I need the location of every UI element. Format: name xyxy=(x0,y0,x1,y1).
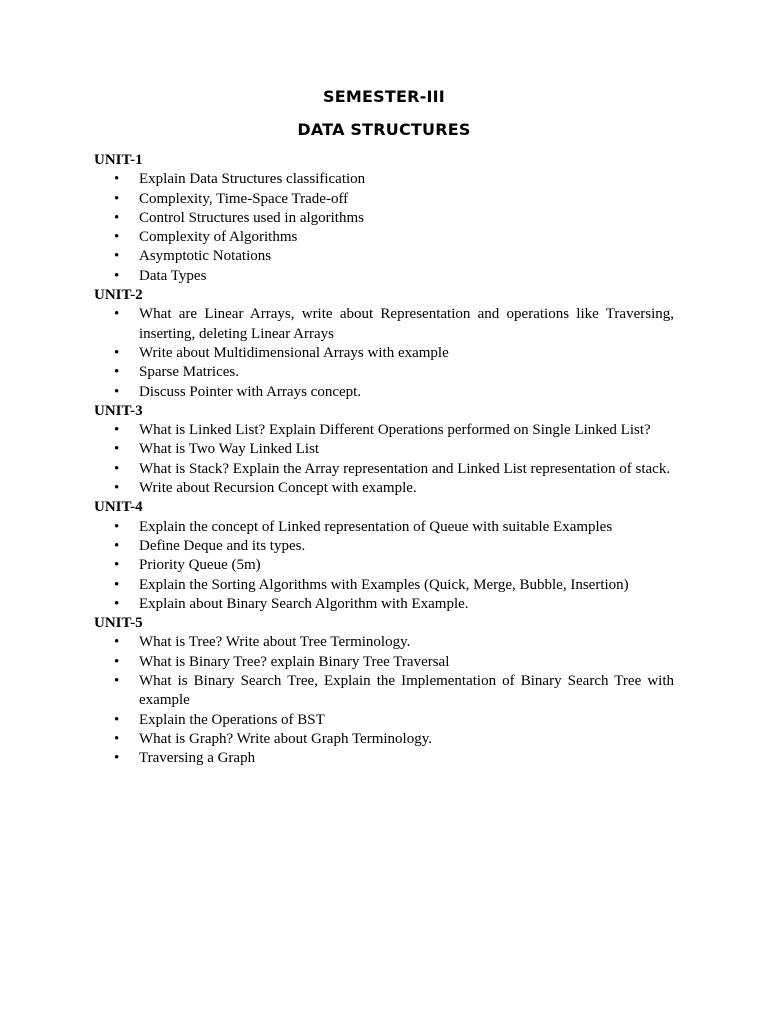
unit-3-title: UNIT-3 xyxy=(94,402,143,419)
list-item: • What is Stack? Explain the Array representation and Linked List representation of stack. xyxy=(94,460,674,479)
list-item: • Write about Multidimensional Arrays with example xyxy=(94,344,674,363)
list-item: • Priority Queue (5m) xyxy=(94,556,674,575)
list-item: • Complexity of Algorithms xyxy=(94,228,674,247)
list-item: • What is Tree? Write about Tree Terminology. xyxy=(94,633,674,652)
list-item: • Explain the Operations of BST xyxy=(94,711,674,730)
list-item: • What is Two Way Linked List xyxy=(94,440,674,459)
semester-heading: SEMESTER-III xyxy=(323,87,445,106)
unit-2-list xyxy=(94,305,674,401)
list-item: • What is Binary Search Tree, Explain the Implementation of Binary Search Tree with example xyxy=(94,672,674,711)
unit-2-title: UNIT-2 xyxy=(94,287,143,304)
list-item: • Discuss Pointer with Arrays concept. xyxy=(94,383,674,402)
unit-4-title: UNIT-4 xyxy=(94,499,143,516)
list-item: • Explain the Sorting Algorithms with Examples (Quick, Merge, Bubble, Insertion) xyxy=(94,576,674,595)
list-item: • What are Linear Arrays, write about Representation and operations like Traversing, inserting, deleting Linear Arrays xyxy=(94,305,674,344)
list-item: • Sparse Matrices. xyxy=(94,363,674,382)
unit-1-title: UNIT-1 xyxy=(94,152,143,168)
list-item: • Traversing a Graph xyxy=(94,749,674,768)
unit-1-section xyxy=(94,151,674,286)
syllabus-content xyxy=(94,151,674,769)
unit-5-list xyxy=(94,633,674,768)
list-item: • Control Structures used in algorithms xyxy=(94,209,674,228)
unit-3-section xyxy=(94,402,674,498)
unit-3-list xyxy=(94,421,674,498)
list-item: • Write about Recursion Concept with example. xyxy=(94,479,674,498)
list-item: • Asymptotic Notations xyxy=(94,247,674,266)
unit-4-list xyxy=(94,518,674,614)
unit-5-section xyxy=(94,614,674,768)
unit-5-title: UNIT-5 xyxy=(94,615,143,632)
list-item: • Data Types xyxy=(94,267,674,286)
list-item: • Explain the concept of Linked representation of Queue with suitable Examples xyxy=(94,518,674,537)
list-item: • Explain Data Structures classification xyxy=(94,170,674,189)
list-item: • Explain about Binary Search Algorithm with Example. xyxy=(94,595,674,614)
list-item: • What is Linked List? Explain Different Operations performed on Single Linked List? xyxy=(94,421,674,440)
unit-2-section xyxy=(94,286,674,402)
list-item: • Complexity, Time-Space Trade-off xyxy=(94,190,674,209)
list-item: • What is Binary Tree? explain Binary Tree Traversal xyxy=(94,653,674,672)
list-item: • What is Graph? Write about Graph Terminology. xyxy=(94,730,674,749)
unit-4-section xyxy=(94,498,674,614)
unit-1-list xyxy=(94,170,674,286)
list-item: • Define Deque and its types. xyxy=(94,537,674,556)
subject-heading: DATA STRUCTURES xyxy=(297,120,471,139)
